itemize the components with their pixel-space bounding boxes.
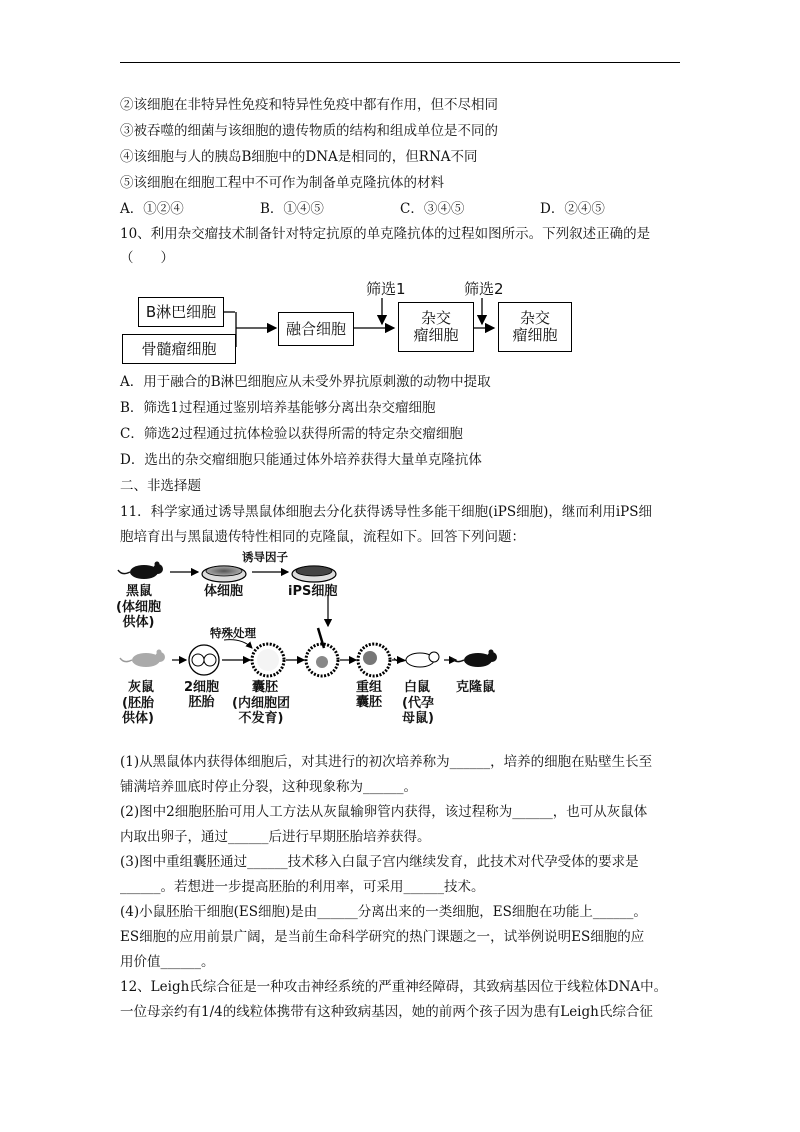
white-mouse-label: 白鼠 <box>404 680 431 695</box>
q11-part1-line2: 铺满培养皿底时停止分裂，这种现象称为______。 <box>120 779 417 795</box>
hybridoma-box-2: 杂交 瘤细胞 <box>498 302 572 352</box>
blastocyst-note: (内细胞团 不发育) <box>232 696 290 726</box>
header-rule <box>120 62 680 63</box>
q10-choice-d[interactable]: D．选出的杂交瘤细胞只能通过体外培养获得大量单克隆抗体 <box>120 452 482 468</box>
recombinant-blastocyst-label: 重组 囊胚 <box>356 680 383 710</box>
section-heading: 二、非选择题 <box>120 478 201 494</box>
q11-part2-line1: (2)图中2细胞胚胎可用人工方法从灰鼠输卵管内获得，该过程称为______，也可从灰鼠体 <box>120 804 648 820</box>
screen-1-label: 筛选1 <box>366 280 406 298</box>
q10-choice-c[interactable]: C．筛选2过程通过抗体检验以获得所需的特定杂交瘤细胞 <box>120 426 463 442</box>
blastocyst-icon <box>252 644 284 676</box>
q10-choice-a[interactable]: A．用于融合的B淋巴细胞应从未受外界抗原刺激的动物中提取 <box>120 374 491 390</box>
q11-part2-line2: 内取出卵子，通过______后进行早期胚胎培养获得。 <box>120 829 431 845</box>
q11-stem-line1: 11．科学家通过诱导黑鼠体细胞去分化获得诱导性多能干细胞(iPS细胞)，继而利用iPS细 <box>120 504 653 520</box>
q9-choice-b[interactable]: B．①④⑤ <box>260 201 324 217</box>
somatic-cell-label: 体细胞 <box>204 584 244 599</box>
inducer-label: 诱导因子 <box>242 550 288 564</box>
b-lymphocyte-box: B淋巴细胞 <box>138 297 224 327</box>
q11-stem-line2: 胞培育出与黑鼠遗传特性相同的克隆鼠，流程如下。回答下列问题： <box>120 529 525 545</box>
two-cell-embryo-icon <box>189 645 219 675</box>
q11-part1-line1: (1)从黑鼠体内获得体细胞后，对其进行的初次培养称为______，培养的细胞在贴壁生长至 <box>120 754 653 770</box>
q9-choice-a[interactable]: A．①②④ <box>120 201 184 217</box>
two-cell-embryo-label: 2细胞 胚胎 <box>184 680 220 710</box>
gray-mouse-label: 灰鼠 <box>128 680 155 695</box>
q11-part3-line1: (3)图中重组囊胚通过______技术移入白鼠子宫内继续发育，此技术对代孕受体的要求是 <box>120 854 639 870</box>
q12-line2: 一位母亲约有1/4的线粒体携带有这种致病基因，她的前两个孩子因为患有Leigh氏综合征 <box>120 1004 653 1020</box>
q12-line1: 12、Leigh氏综合征是一种攻击神经系统的严重神经障碍，其致病基因位于线粒体DNA中。 <box>120 979 668 995</box>
clone-mouse-icon <box>452 650 497 668</box>
q9-statement-4: ④该细胞与人的胰岛B细胞中的DNA是相同的，但RNA不同 <box>120 149 478 165</box>
q9-statement-5: ⑤该细胞在细胞工程中不可作为制备单克隆抗体的材料 <box>120 175 444 191</box>
fused-cell-box: 融合细胞 <box>278 312 354 346</box>
white-mouse-note: (代孕 母鼠) <box>402 696 434 726</box>
q9-statement-2: ②该细胞在非特异性免疫和特异性免疫中都有作用，但不尽相同 <box>120 97 498 113</box>
recombinant-blastocyst-icon <box>358 644 390 676</box>
q9-choice-d[interactable]: D．②④⑤ <box>540 201 605 217</box>
blastocyst-label: 囊胚 <box>252 680 279 695</box>
q10-choice-b[interactable]: B．筛选1过程通过鉴别培养基能够分离出杂交瘤细胞 <box>120 400 436 416</box>
q9-choice-c[interactable]: C．③④⑤ <box>400 201 465 217</box>
q10-stem: 10、利用杂交瘤技术制备针对特定抗原的单克隆抗体的过程如图所示。下列叙述正确的是 <box>120 226 651 242</box>
injection-blastocyst-icon <box>306 628 338 676</box>
black-mouse-icon <box>118 562 163 580</box>
figure-drawings <box>112 548 512 744</box>
q10-answer-bracket: （ ） <box>120 250 174 266</box>
cloning-process-figure <box>112 548 512 744</box>
black-mouse-note: (体细胞 供体) <box>116 600 161 630</box>
q11-part3-line2: ______。若想进一步提高胚胎的利用率，可采用______技术。 <box>120 879 485 895</box>
black-mouse-label: 黑鼠 <box>126 584 153 599</box>
gray-mouse-note: (胚胎 供体) <box>122 696 154 726</box>
q9-statement-3: ③被吞噬的细菌与该细胞的遗传物质的结构和组成单位是不同的 <box>120 123 498 139</box>
ips-cell-label: iPS细胞 <box>288 584 338 599</box>
myeloma-cell-box: 骨髓瘤细胞 <box>122 334 236 364</box>
clone-mouse-label: 克隆鼠 <box>456 680 496 695</box>
special-treatment-label: 特殊处理 <box>210 626 256 640</box>
screen-2-label: 筛选2 <box>464 280 504 298</box>
q11-part4-line3: 用价值______。 <box>120 954 215 970</box>
q11-part4-line2: ES细胞的应用前景广阔，是当前生命科学研究的热门课题之一，试举例说明ES细胞的应 <box>120 929 645 945</box>
gray-mouse-icon <box>120 650 165 668</box>
hybridoma-box-1: 杂交 瘤细胞 <box>398 302 474 352</box>
ips-cell-dish-icon <box>292 566 336 582</box>
somatic-cell-dish-icon <box>202 566 246 582</box>
q11-part4-line1: (4)小鼠胚胎干细胞(ES细胞)是由______分离出来的一类细胞，ES细胞在功能上______。 <box>120 904 647 920</box>
hybridoma-flow-diagram <box>120 272 580 368</box>
